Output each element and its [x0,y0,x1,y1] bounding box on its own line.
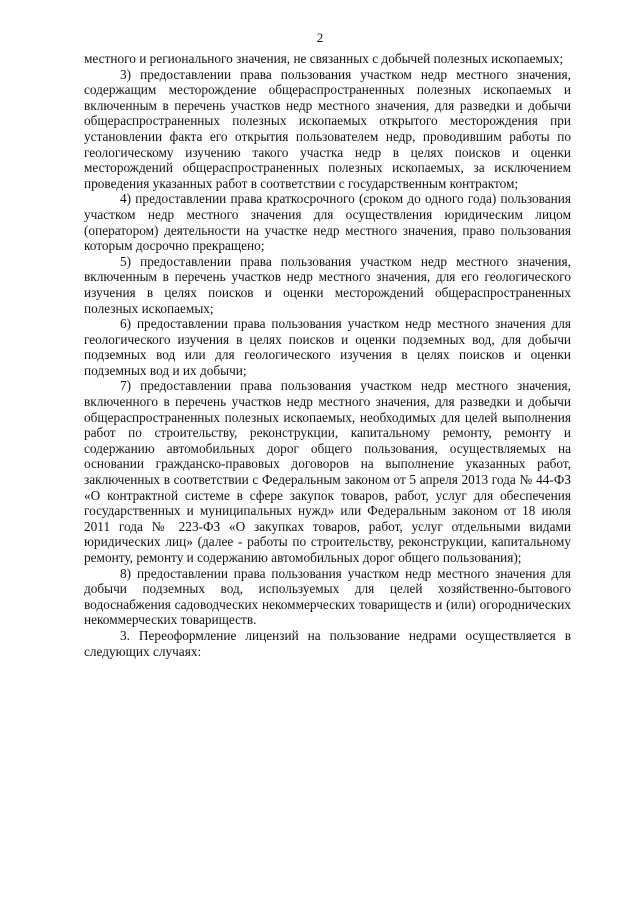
paragraph-section-3: 3. Переоформление лицензий на пользование недрами осуществляется в следующих случаях: [84,627,571,659]
paragraph-item-5: 5) предоставлении права пользования участком недр местного значения, включенным в перечень участков недр местного значения, для его геологического изучения в целях поисков и оценки месторождений общераспространенных полезных ископаемых; [84,253,571,316]
paragraph-item-7: 7) предоставлении права пользования участком недр местного значения, включенного в перечень участков недр местного значения, для разведки и добычи общераспространенных полезных ископаемых, необходимых для целей выполнения работ по строительству, реконструкции, капитальному ремонту, ремонту и содержанию автомобильных дорог общего пользования, осуществляемых на основании гражданско-правовых договоров на выполнение указанных работ, заключенных в соответствии с Федеральным законом от 5 апреля 2013 года № 44-ФЗ «О контрактной системе в сфере закупок товаров, работ, услуг для обеспечения государственных и муниципальных нужд» или Федеральным законом от 18 июля 2011 года № 223-ФЗ «О закупках товаров, работ, услуг отдельными видами юридических лиц» (далее - работы по строительству, реконструкции, капитальному ремонту, ремонту и содержанию автомобильных дорог общего пользования); [84,378,571,565]
paragraph-item-8: 8) предоставлении права пользования участком недр местного значения для добычи подземных вод, используемых для целей хозяйственно-бытового водоснабжения садоводческих некоммерческих товариществ и (или) огороднических некоммерческих товариществ. [84,565,571,628]
paragraph-item-6: 6) предоставлении права пользования участком недр местного значения для геологического изучения в целях поисков и оценки подземных вод, для добычи подземных вод или для геологического изучения в целях поисков и оценки подземных вод и их добычи; [84,316,571,378]
page-number: 2 [316,30,324,45]
paragraph-continuation: местного и регионального значения, не связанных с добычей полезных ископаемых; [84,51,564,66]
paragraph-item-3: 3) предоставлении права пользования участком недр местного значения, содержащим месторождение общераспространенных полезных ископаемых и включенным в перечень участков недр местного значения, для разведки и добычи общераспространенных полезных ископаемых открытого месторождения при установлении факта его открытия пользователем недр, проводившим работы по геологическому изучению такого участка недр в целях поисков и оценки месторождений общераспространенных полезных ископаемых, за исключением проведения указанных работ в соответствии с государственным контрактом; [84,66,571,191]
document-body [84,51,571,659]
paragraph-item-4: 4) предоставлении права краткосрочного (сроком до одного года) пользования участком недр местного значения для осуществления юридическим лицом (оператором) деятельности на участке недр местного значения, право пользования которым досрочно прекращено; [84,191,571,254]
